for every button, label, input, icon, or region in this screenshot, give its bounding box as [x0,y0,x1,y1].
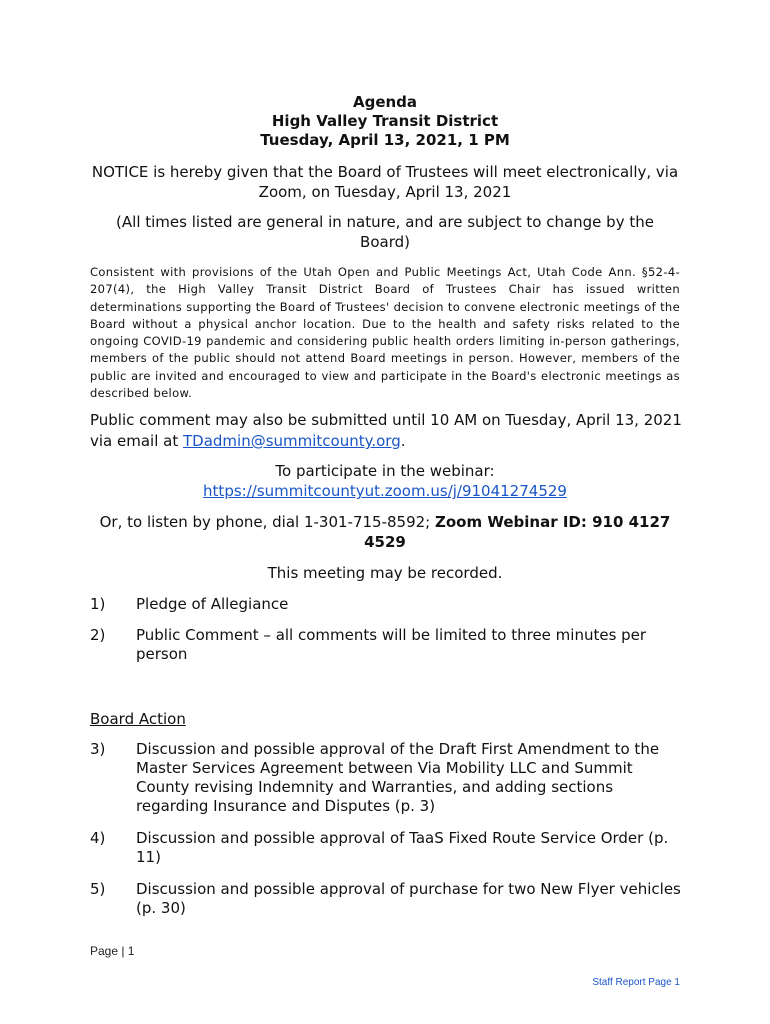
public-comment-period: . [400,432,406,450]
meeting-date-time: Tuesday, April 13, 2021, 1 PM [260,131,510,149]
phone-text: Or, to listen by phone, dial 1-301-715-8592; [99,513,435,531]
item-number: 3) [90,740,106,758]
item-text: Discussion and possible approval of the Draft First Amendment to the Master Services Agreement between Via Mobility LLC and Summit County revising Indemnity and Warranties, and adding sections regarding Insurance and Disputes (p. 3) [136,740,660,815]
zoom-webinar-id: Zoom Webinar ID: 910 4127 4529 [364,513,671,551]
item-number: 2) [90,626,106,644]
item-text: Pledge of Allegiance [136,595,289,613]
meeting-notice: NOTICE is hereby given that the Board of Trustees will meet electronically, via Zoom, on Tuesday, April 13, 2021 [91,163,679,201]
email-link[interactable]: TDadmin@summitcounty.org [182,432,401,450]
webinar-block [90,461,680,501]
legal-paragraph: Consistent with provisions of the Utah Open and Public Meetings Act, Utah Code Ann. §52-4-207(4), the High Valley Transit District Board of Trustees Chair has issued written determinations supporting the Board of Trustees' decision to convene electronic meetings of the Board without a physical anchor location. Due to the health and safety risks related to the ongoing COVID-19 pandemic and considering public health orders limiting in-person gatherings, members of the public should not attend Board meetings in person. However, members of the public are invited and encouraged to view and participate in the Board's electronic meetings as described below. [90,265,680,401]
item-number: 1) [90,595,106,613]
phone-block [87,512,683,552]
page-number: Page | 1 [90,944,135,958]
staff-report-label: Staff Report Page 1 [592,977,680,988]
agenda-header [0,93,770,150]
agenda-title: Agenda [352,93,418,111]
public-comment-text: Public comment may also be submitted until 10 AM on Tuesday, April 13, 2021 via email at [90,411,682,450]
times-note: (All times listed are general in nature, and are subject to change by the Board) [116,213,654,251]
item-text: Public Comment – all comments will be limited to three minutes per person [136,626,647,663]
item-number: 5) [90,880,106,898]
board-action-heading: Board Action [90,710,186,728]
recorded-note: This meeting may be recorded. [267,564,503,582]
organization-name: High Valley Transit District [271,112,499,130]
item-text: Discussion and possible approval of TaaS Fixed Route Service Order (p. 11) [136,829,669,866]
webinar-link[interactable]: https://summitcountyut.zoom.us/j/91041274529 [203,482,567,500]
webinar-label: To participate in the webinar: [275,462,495,480]
item-number: 4) [90,829,106,847]
public-comment-paragraph [90,410,690,452]
item-text: Discussion and possible approval of purchase for two New Flyer vehicles (p. 30) [136,880,681,917]
